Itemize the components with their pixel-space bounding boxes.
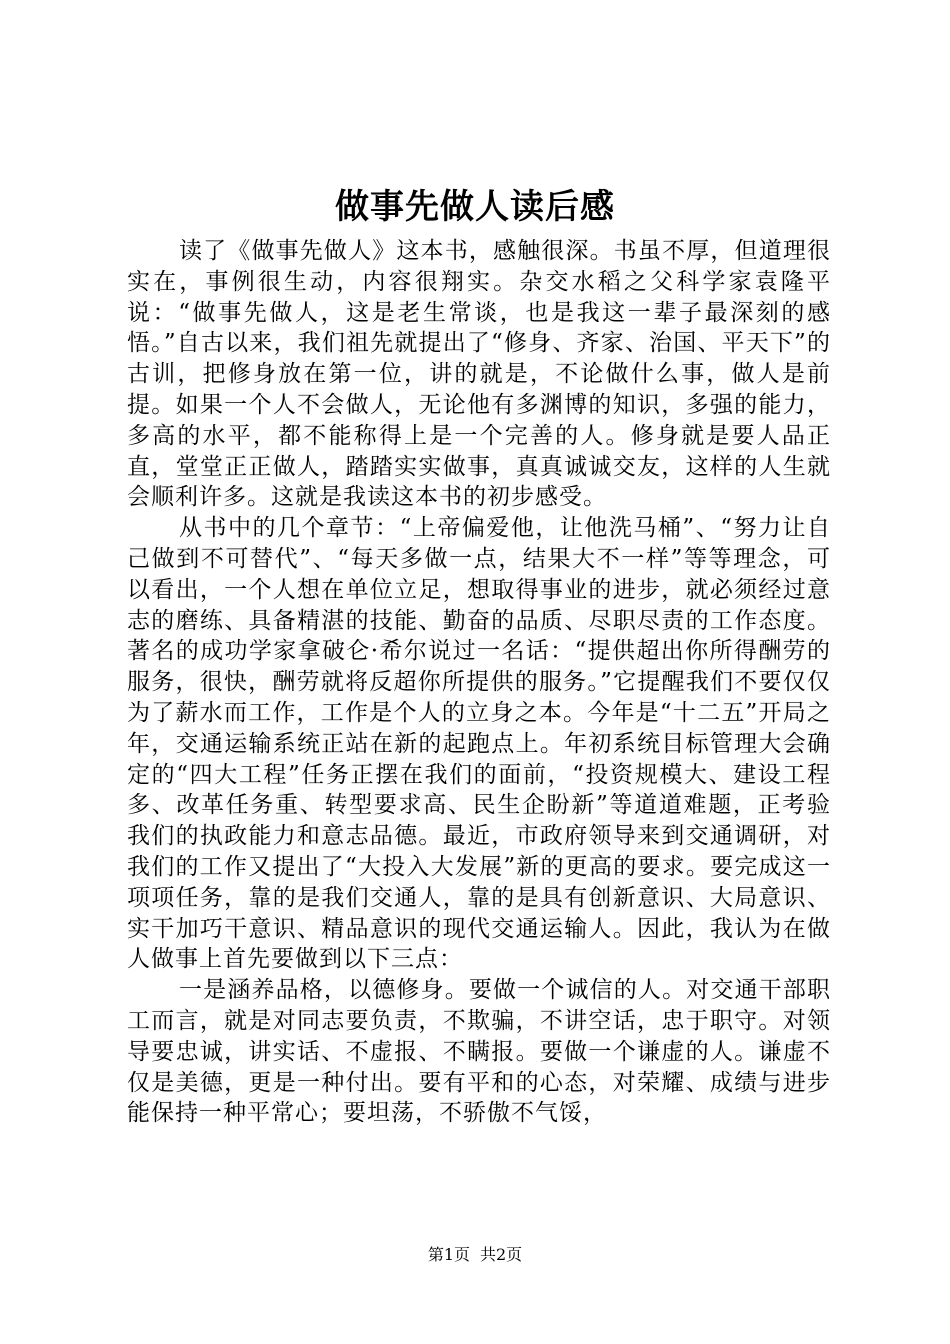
- paragraph-1: 读了《做事先做人》这本书，感触很深。书虽不厚，但道理很实在，事例很生动，内容很翔实。杂交水稻之父科学家袁隆平说：“做事先做人，这是老生常谈，也是我这一辈子最深刻的感悟。”自古以来，我们祖先就提出了“修身、齐家、治国、平天下”的古训，把修身放在第一位，讲的就是，不论做什么事，做人是前提。如果一个人不会做人，无论他有多渊博的知识，多强的能力，多高的水平，都不能称得上是一个完善的人。修身就是要人品正直，堂堂正正做人，踏踏实实做事，真真诚诚交友，这样的人生就会顺利许多。这就是我读这本书的初步感受。: [127, 238, 831, 511]
- page-number: 第1页: [427, 1245, 470, 1264]
- document-body: [127, 236, 831, 1129]
- page-footer: [0, 1243, 950, 1267]
- paragraph-2: 从书中的几个章节：“上帝偏爱他，让他洗马桶”、“努力让自己做到不可替代”、“每天多做一点，结果大不一样”等等理念，可以看出，一个人想在单位立足，想取得事业的进步，就必须经过意志的磨练、具备精湛的技能、勤奋的品质、尽职尽责的工作态度。著名的成功学家拿破仑·希尔说过一名话：“提供超出你所得酬劳的服务，很快，酬劳就将反超你所提供的服务。”它提醒我们不要仅仅为了薪水而工作，工作是个人的立身之本。今年是“十二五”开局之年，交通运输系统正站在新的起跑点上。年初系统目标管理大会确定的“四大工程”任务正摆在我们的面前，“投资规模大、建设工程多、改革任务重、转型要求高、民生企盼新”等道道难题，正考验我们的执政能力和意志品德。最近，市政府领导来到交通调研，对我们的工作又提出了“大投入大发展”新的更高的要求。要完成这一项项任务，靠的是我们交通人，靠的是具有创新意识、大局意识、实干加巧干意识、精品意识的现代交通运输人。因此，我认为在做人做事上首先要做到以下三点：: [127, 515, 831, 973]
- page-total: 共2页: [480, 1245, 523, 1264]
- paragraph-3: 一是涵养品格，以德修身。要做一个诚信的人。对交通干部职工而言，就是对同志要负责，不欺骗，不讲空话，忠于职守。对领导要忠诚，讲实话、不虚报、不瞒报。要做一个谦虚的人。谦虚不仅是美德，更是一种付出。要有平和的心态，对荣耀、成绩与进步能保持一种平常心；要坦荡，不骄傲不气馁，: [127, 977, 831, 1127]
- document-title: 做事先做人读后感: [335, 187, 615, 227]
